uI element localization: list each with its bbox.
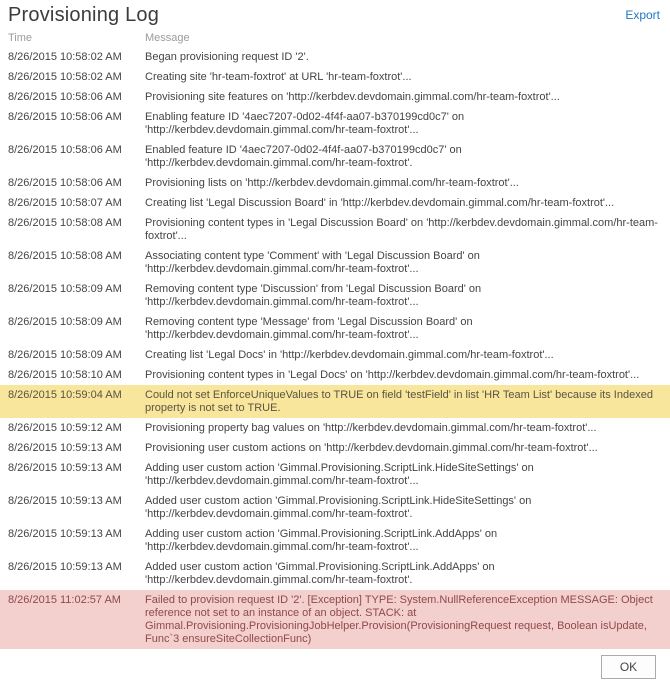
log-time-cell: 8/26/2015 10:58:09 AM — [8, 316, 122, 328]
table-row — [0, 107, 670, 140]
log-table-header-row — [0, 27, 670, 47]
table-row — [0, 140, 670, 173]
log-time-cell: 8/26/2015 10:59:13 AM — [8, 495, 122, 507]
table-row — [0, 524, 670, 557]
table-row — [0, 385, 670, 418]
log-message-cell: Associating content type 'Comment' with 'Legal Discussion Board' on 'http://kerbdev.devdomain.gimmal.com/hr-team-foxtrot'... — [145, 250, 480, 275]
table-row — [0, 279, 670, 312]
table-row — [0, 418, 670, 438]
log-time-cell: 8/26/2015 10:59:04 AM — [8, 389, 122, 401]
table-row — [0, 67, 670, 87]
column-header-time: Time — [8, 32, 33, 44]
log-time-cell: 8/26/2015 10:58:09 AM — [8, 283, 122, 295]
dialog-header — [0, 0, 670, 27]
log-message-cell: Provisioning content types in 'Legal Discussion Board' on 'http://kerbdev.devdomain.gimmal.com/hr-team-foxtrot'... — [145, 217, 658, 242]
log-message-cell: Enabled feature ID '4aec7207-0d02-4f4f-aa07-b370199cd0c7' on 'http://kerbdev.devdomain.gimmal.com/hr-team-foxtrot'. — [145, 144, 462, 169]
log-message-cell: Provisioning site features on 'http://kerbdev.devdomain.gimmal.com/hr-team-foxtrot'... — [145, 91, 560, 103]
log-message-cell: Creating list 'Legal Docs' in 'http://kerbdev.devdomain.gimmal.com/hr-team-foxtrot'... — [145, 349, 554, 361]
log-time-cell: 8/26/2015 10:59:13 AM — [8, 462, 122, 474]
table-row — [0, 491, 670, 524]
column-header-message: Message — [145, 32, 190, 44]
table-row — [0, 312, 670, 345]
log-message-cell: Provisioning property bag values on 'http://kerbdev.devdomain.gimmal.com/hr-team-foxtrot'... — [145, 422, 597, 434]
dialog-footer — [601, 655, 656, 679]
table-row — [0, 365, 670, 385]
log-message-cell: Removing content type 'Discussion' from 'Legal Discussion Board' on 'http://kerbdev.devdomain.gimmal.com/hr-team-foxtrot'... — [145, 283, 482, 308]
table-row — [0, 246, 670, 279]
log-time-cell: 8/26/2015 10:58:02 AM — [8, 71, 122, 83]
log-message-cell: Adding user custom action 'Gimmal.Provisioning.ScriptLink.HideSiteSettings' on 'http://kerbdev.devdomain.gimmal.com/hr-team-foxtrot'... — [145, 462, 534, 487]
log-time-cell: 8/26/2015 10:59:13 AM — [8, 561, 122, 573]
log-time-cell: 8/26/2015 10:58:08 AM — [8, 217, 122, 229]
table-row — [0, 193, 670, 213]
log-message-cell: Added user custom action 'Gimmal.Provisioning.ScriptLink.HideSiteSettings' on 'http://kerbdev.devdomain.gimmal.com/hr-team-foxtrot'. — [145, 495, 532, 520]
log-message-cell: Creating list 'Legal Discussion Board' in 'http://kerbdev.devdomain.gimmal.com/hr-team-foxtrot'... — [145, 197, 615, 209]
export-link[interactable]: Export — [625, 8, 660, 22]
log-time-cell: 8/26/2015 10:58:10 AM — [8, 369, 122, 381]
log-time-cell: 8/26/2015 10:58:02 AM — [8, 51, 122, 63]
log-message-cell: Enabling feature ID '4aec7207-0d02-4f4f-aa07-b370199cd0c7' on 'http://kerbdev.devdomain.gimmal.com/hr-team-foxtrot'... — [145, 111, 465, 136]
log-time-cell: 8/26/2015 10:58:06 AM — [8, 144, 122, 156]
table-row — [0, 458, 670, 491]
table-row — [0, 345, 670, 365]
ok-button[interactable]: OK — [601, 655, 656, 679]
log-time-cell: 8/26/2015 10:59:13 AM — [8, 528, 122, 540]
log-time-cell: 8/26/2015 10:58:08 AM — [8, 250, 122, 262]
log-message-cell: Could not set EnforceUniqueValues to TRUE on field 'testField' in list 'HR Team List' because its Indexed property is not set to TRUE. — [145, 389, 653, 414]
log-message-cell: Failed to provision request ID '2'. [Exception] TYPE: System.NullReferenceException MESSAGE: Object reference not set to an instance of an object. STACK: at Gimmal.Provisioning.ProvisioningJobHelper.Provision(ProvisioningRequest request, Boolean isUpdate, Func`3 ensureSiteCollectionFunc) — [145, 594, 653, 645]
page-title: Provisioning Log — [8, 4, 160, 26]
log-time-cell: 8/26/2015 10:58:07 AM — [8, 197, 122, 209]
log-message-cell: Provisioning user custom actions on 'http://kerbdev.devdomain.gimmal.com/hr-team-foxtrot'... — [145, 442, 598, 454]
log-message-cell: Began provisioning request ID '2'. — [145, 51, 309, 63]
log-time-cell: 8/26/2015 10:59:12 AM — [8, 422, 122, 434]
table-row — [0, 438, 670, 458]
log-time-cell: 8/26/2015 10:58:06 AM — [8, 111, 122, 123]
log-message-cell: Provisioning content types in 'Legal Docs' on 'http://kerbdev.devdomain.gimmal.com/hr-team-foxtrot'... — [145, 369, 640, 381]
log-message-cell: Creating site 'hr-team-foxtrot' at URL 'hr-team-foxtrot'... — [145, 71, 412, 83]
log-message-cell: Adding user custom action 'Gimmal.Provisioning.ScriptLink.AddApps' on 'http://kerbdev.devdomain.gimmal.com/hr-team-foxtrot'... — [145, 528, 498, 553]
table-row — [0, 87, 670, 107]
table-row — [0, 47, 670, 67]
table-row — [0, 557, 670, 590]
log-time-cell: 8/26/2015 10:58:09 AM — [8, 349, 122, 361]
log-message-cell: Provisioning lists on 'http://kerbdev.devdomain.gimmal.com/hr-team-foxtrot'... — [145, 177, 519, 189]
log-time-cell: 8/26/2015 10:58:06 AM — [8, 91, 122, 103]
table-row — [0, 213, 670, 246]
log-time-cell: 8/26/2015 10:58:06 AM — [8, 177, 122, 189]
log-table — [0, 27, 670, 649]
log-rows-container — [0, 47, 670, 649]
table-row — [0, 173, 670, 193]
log-time-cell: 8/26/2015 11:02:57 AM — [8, 594, 121, 606]
log-message-cell: Removing content type 'Message' from 'Legal Discussion Board' on 'http://kerbdev.devdomain.gimmal.com/hr-team-foxtrot'... — [145, 316, 473, 341]
log-message-cell: Added user custom action 'Gimmal.Provisioning.ScriptLink.AddApps' on 'http://kerbdev.devdomain.gimmal.com/hr-team-foxtrot'. — [145, 561, 495, 586]
log-time-cell: 8/26/2015 10:59:13 AM — [8, 442, 122, 454]
table-row — [0, 590, 670, 649]
